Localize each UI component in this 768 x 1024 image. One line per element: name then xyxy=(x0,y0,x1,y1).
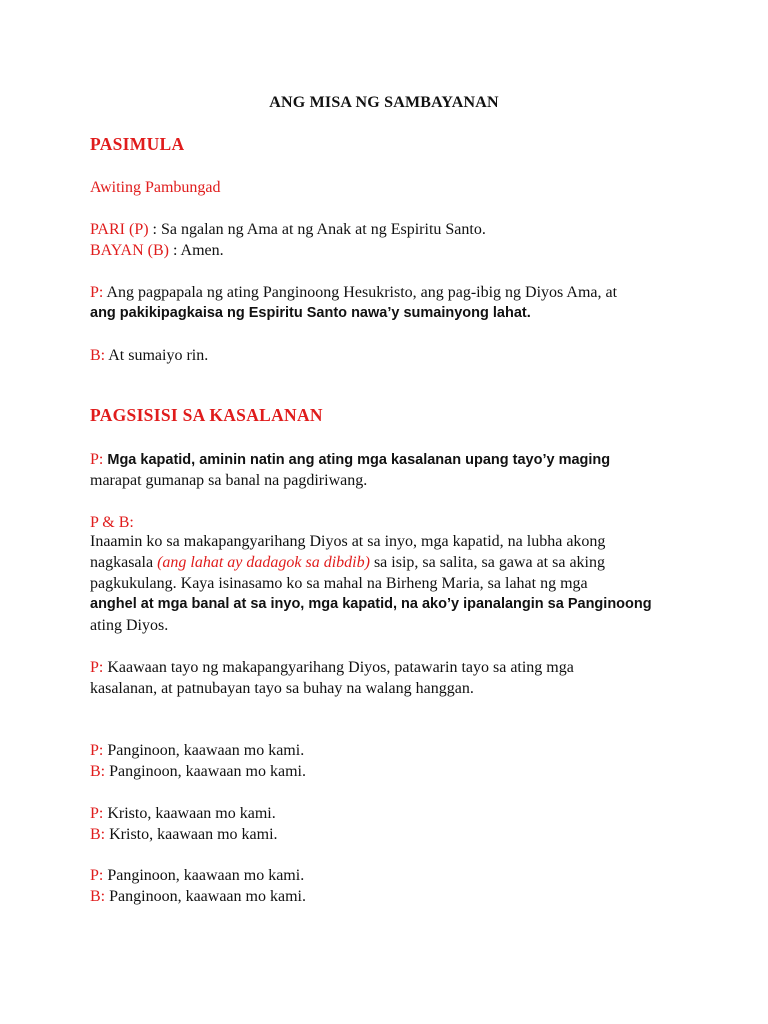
bayan-text: : Amen. xyxy=(168,242,224,259)
kyrie-final-text: Panginoon, kaawaan mo kami. xyxy=(103,867,305,884)
pb-label: P & B: xyxy=(90,514,134,531)
confiteor-text-2c: sa isip, sa salita, sa gawa at sa aking xyxy=(369,554,605,571)
speaker-label: P: xyxy=(90,805,104,822)
confiteor-line-3: pagkukulang. Kaya isinasamo ko sa mahal na Birheng Maria, sa lahat ng mga xyxy=(90,575,588,592)
section-heading-pasimula: PASIMULA xyxy=(90,134,185,154)
greeting-text-1: Ang pagpapala ng ating Panginoong Hesukristo, ang pag-ibig ng Diyos Ama, at xyxy=(103,284,618,301)
awiting-pambungad: Awiting Pambungad xyxy=(90,179,221,196)
pari-text: : Sa ngalan ng Ama at ng Anak at ng Espiritu Santo. xyxy=(148,221,486,238)
invitation-line-1 xyxy=(90,449,690,471)
speaker-label: P: xyxy=(90,284,104,301)
kyrie-final-text: Panginoon, kaawaan mo kami. xyxy=(105,888,306,905)
christe-text: Kristo, kaawaan mo kami. xyxy=(103,805,276,822)
confiteor-line-5: ating Diyos. xyxy=(90,617,169,634)
invitation-text-1: Mga kapatid, aminin natin ang ating mga kasalanan upang tayo’y maging xyxy=(103,452,611,468)
kyrie-p-line xyxy=(90,740,690,761)
confiteor-line-1: Inaamin ko sa makapangyarihang Diyos at sa inyo, mga kapatid, na lubha akong xyxy=(90,533,606,550)
response-line xyxy=(90,345,690,366)
confiteor-line-4: anghel at mga banal at sa inyo, mga kapatid, na ako’y ipanalangin sa Panginoong xyxy=(90,596,652,612)
kyrie-final-b-line xyxy=(90,886,690,907)
pari-line xyxy=(90,219,690,240)
speaker-label: B: xyxy=(90,763,106,780)
christe-b-line xyxy=(90,824,690,845)
christe-p-line xyxy=(90,803,690,824)
absolution-text-1: Kaawaan tayo ng makapangyarihang Diyos, patawarin tayo sa ating mga xyxy=(103,659,574,676)
bayan-line xyxy=(90,240,690,261)
speaker-label: B: xyxy=(90,347,106,364)
speaker-label: B: xyxy=(90,888,106,905)
section-heading-pagsisisi: PAGSISISI SA KASALANAN xyxy=(90,405,323,425)
kyrie-b-line xyxy=(90,761,690,782)
greeting-line-1 xyxy=(90,282,690,303)
absolution-line-2: kasalanan, at patnubayan tayo sa buhay na walang hanggan. xyxy=(90,680,474,697)
bayan-label: BAYAN (B) xyxy=(90,242,169,259)
kyrie-final-p-line xyxy=(90,865,690,886)
speaker-label: B: xyxy=(90,826,106,843)
greeting-line-2: ang pakikipagkaisa ng Espiritu Santo nawa’y sumainyong lahat. xyxy=(90,305,531,321)
confiteor-line-2 xyxy=(90,552,690,573)
speaker-label: P: xyxy=(90,659,104,676)
confiteor-text-2a: nagkasala xyxy=(90,554,158,571)
speaker-label: P: xyxy=(90,742,104,759)
speaker-label: P: xyxy=(90,451,104,468)
response-text: At sumaiyo rin. xyxy=(105,347,209,364)
rubric-instruction: (ang lahat ay dadagok sa dibdib) xyxy=(157,554,370,571)
kyrie-text: Panginoon, kaawaan mo kami. xyxy=(105,763,306,780)
invitation-line-2: marapat gumanap sa banal na pagdiriwang. xyxy=(90,472,368,489)
kyrie-text: Panginoon, kaawaan mo kami. xyxy=(103,742,305,759)
absolution-line-1 xyxy=(90,657,690,678)
speaker-label: P: xyxy=(90,867,104,884)
pari-label: PARI (P) xyxy=(90,221,149,238)
document-title: ANG MISA NG SAMBAYANAN xyxy=(269,94,499,111)
christe-text: Kristo, kaawaan mo kami. xyxy=(105,826,278,843)
